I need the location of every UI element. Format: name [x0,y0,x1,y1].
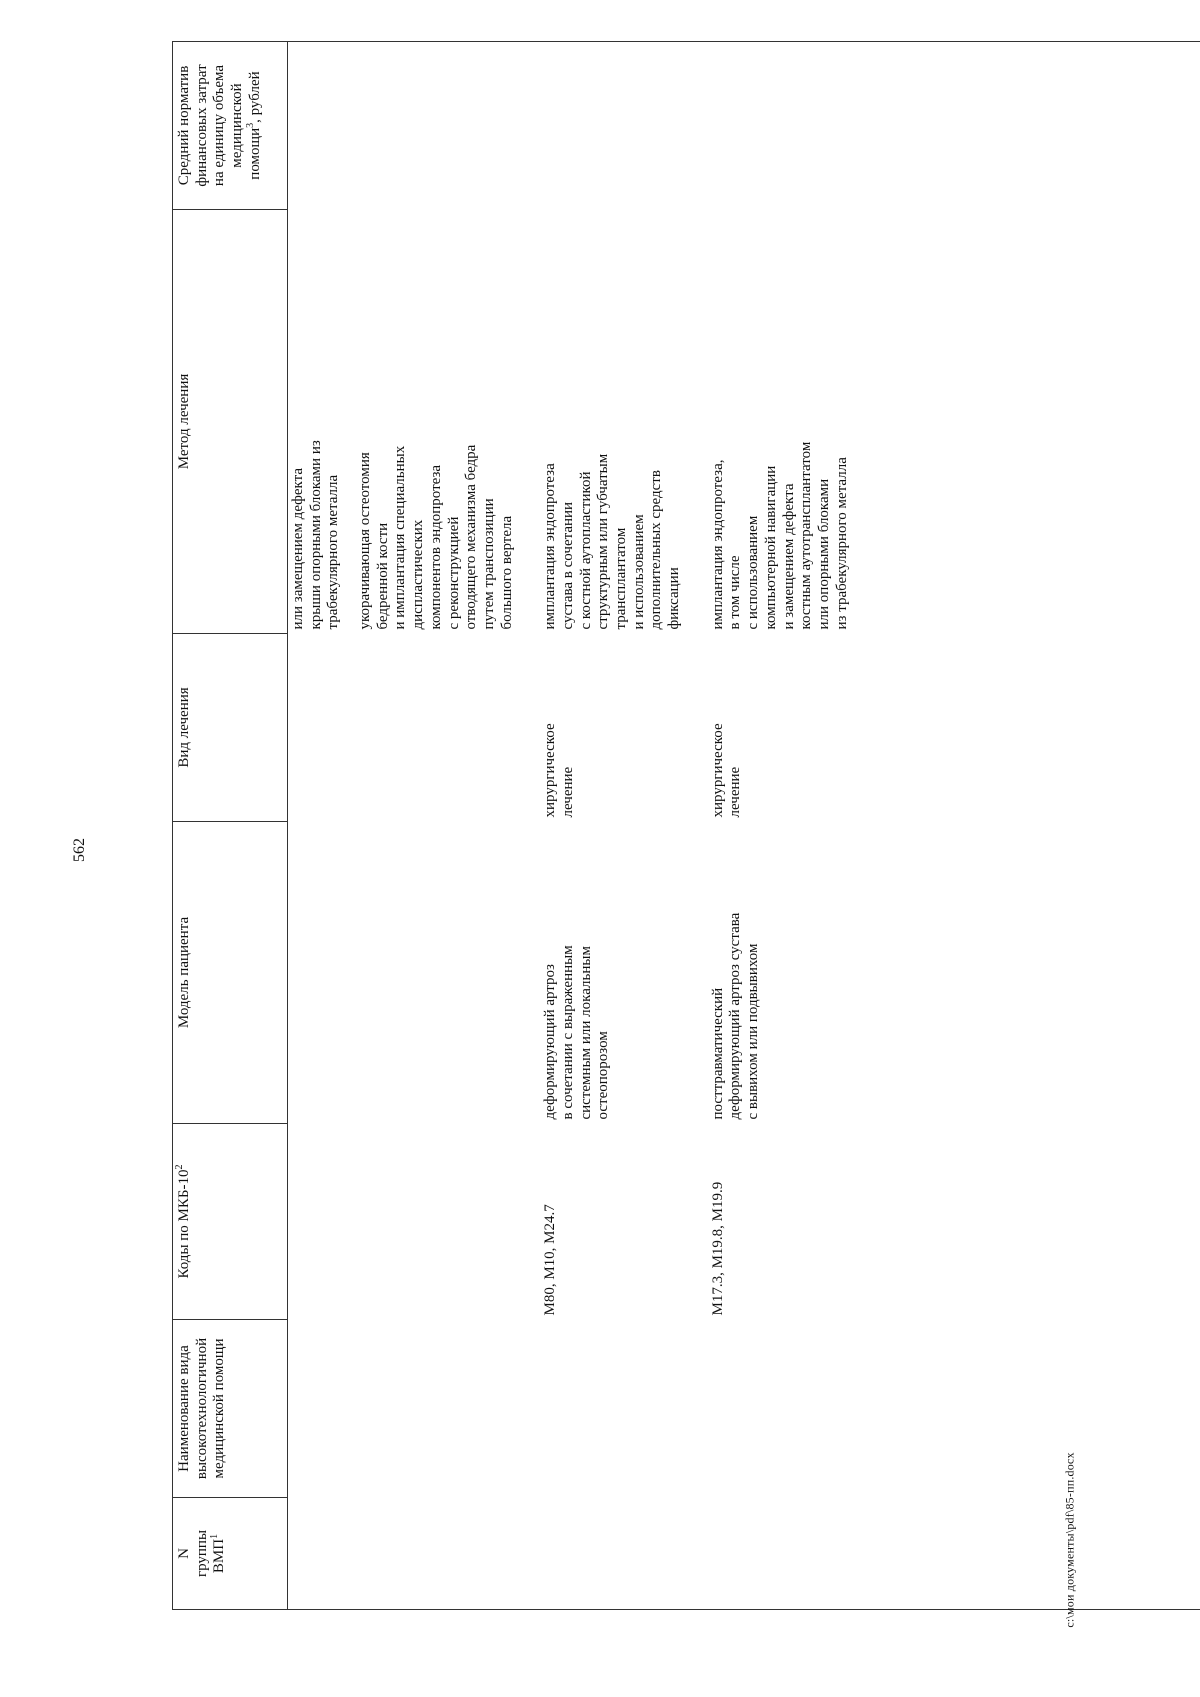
table-row [540,42,708,1610]
cell-patient-model [288,822,541,1124]
method-paragraph: или замещением дефекта крыши опорными блоками из трабекулярного металла [290,440,342,630]
cell-icd-codes [288,1124,541,1320]
page-number: 562 [71,838,88,862]
cell-icd-codes: M17.3, M19.8, M19.9 [708,1124,1200,1320]
cell-patient-model: деформирующий артроз в сочетании с выраженным системным или локальным остеопорозом [542,945,612,1120]
cell-patient-model: посттравматический деформирующий артроз сустава с вывихом или подвывихом [708,822,1200,1124]
cell-cost-standard [288,42,541,210]
header-care-type-name: Наименование вида высокотехнологичной медицинской помощи [173,1320,288,1498]
cell-group-number [540,1498,708,1610]
rotated-table-container [172,42,1172,1610]
header-treatment-type: Вид лечения [173,634,288,822]
footer-file-path: c:\мои документы\pdf\85-пп.docx [1062,1452,1077,1628]
method-paragraph: имплантация эндопротеза сустава в сочетании с костной аутопластикой структурным или губчатым трансплантатом и использованием дополнительных средств фиксации [542,453,683,630]
medical-care-table [172,41,1200,1610]
table-header-row [173,42,288,1610]
cell-treatment-method [708,210,1200,634]
cell-treatment-type [288,634,541,822]
header-icd-codes: Коды по МКБ-$10^2$ [173,1124,288,1320]
cell-treatment-type: хирургическое лечение [708,634,1200,822]
cell-group-number [288,1498,541,1610]
header-cost-standard: Средний норматив финансовых затрат на единицу объема медицинской помощи$^3$, рублей [173,42,288,210]
cell-care-type-name [288,1320,541,1498]
cell-treatment-method [540,210,708,634]
cell-care-type-name [540,1320,708,1498]
cell-cost-standard [540,42,708,210]
cell-care-type-name [708,1320,1200,1498]
cell-icd-codes: M80, M10, M24.7 [542,1204,559,1316]
cell-treatment-type: хирургическое лечение [542,723,576,818]
cell-cost-standard [708,42,1200,210]
header-treatment-method: Метод лечения [173,210,288,634]
header-patient-model: Модель пациента [173,822,288,1124]
table-row [708,42,1200,1610]
method-paragraph: укорачивающая остеотомия бедренной кости и имплантация специальных диспластических компонентов эндопротеза с реконструкцией отводящего механизма бедра путем транспозиции большого вертела [357,444,515,630]
cell-treatment-method [288,210,541,634]
method-paragraph: имплантация эндопротеза, в том числе с использованием компьютерной навигации и замещением дефекта костным аутотрансплантатом или опорными блоками из трабекулярного металла [709,441,850,630]
table-row [288,42,541,1610]
header-group-number: N группы ВМП$^1$ [173,1498,288,1610]
cell-group-number [708,1498,1200,1610]
